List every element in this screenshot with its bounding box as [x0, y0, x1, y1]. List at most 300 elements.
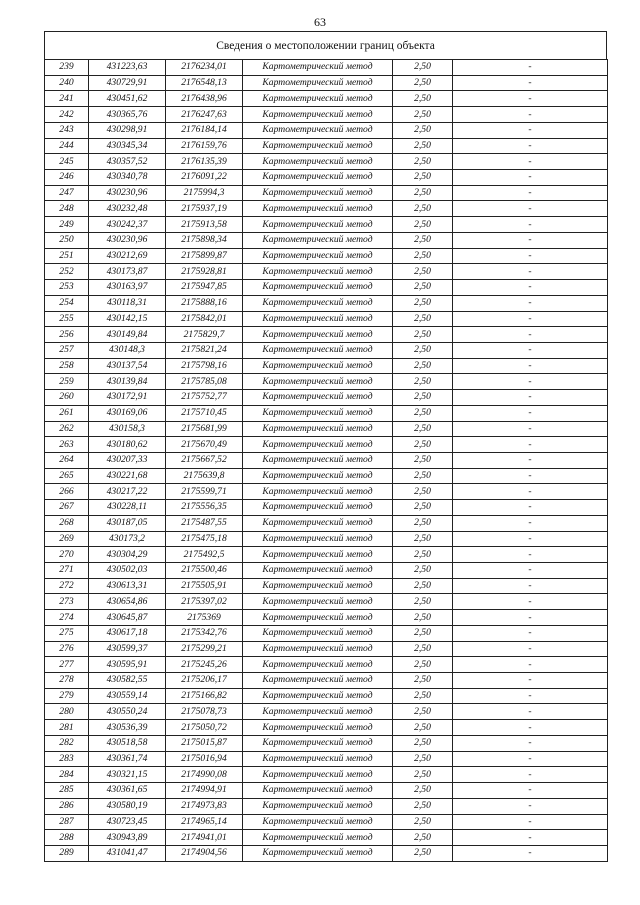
method-cell: Картометрический метод	[243, 704, 393, 720]
method-cell: Картометрический метод	[243, 594, 393, 610]
y-coordinate-cell: 2175710,45	[166, 405, 243, 421]
y-coordinate-cell: 2175166,82	[166, 688, 243, 704]
point-number-cell: 249	[45, 217, 89, 233]
table-row	[45, 845, 608, 861]
table-row	[45, 673, 608, 689]
point-number-cell: 245	[45, 154, 89, 170]
x-coordinate-cell: 430502,03	[89, 563, 166, 579]
method-cell: Картометрический метод	[243, 390, 393, 406]
accuracy-cell: 2,50	[393, 358, 453, 374]
y-coordinate-cell: 2175928,81	[166, 264, 243, 280]
x-coordinate-cell: 430582,55	[89, 673, 166, 689]
point-number-cell: 246	[45, 170, 89, 186]
table-row	[45, 280, 608, 296]
point-number-cell: 270	[45, 547, 89, 563]
description-cell: -	[453, 610, 608, 626]
method-cell: Картометрический метод	[243, 735, 393, 751]
accuracy-cell: 2,50	[393, 515, 453, 531]
x-coordinate-cell: 430148,3	[89, 342, 166, 358]
table-row	[45, 688, 608, 704]
method-cell: Картометрический метод	[243, 217, 393, 233]
point-number-cell: 242	[45, 107, 89, 123]
point-number-cell: 254	[45, 295, 89, 311]
y-coordinate-cell: 2176548,13	[166, 75, 243, 91]
description-cell: -	[453, 421, 608, 437]
y-coordinate-cell: 2175206,17	[166, 673, 243, 689]
method-cell: Картометрический метод	[243, 830, 393, 846]
description-cell: -	[453, 578, 608, 594]
y-coordinate-cell: 2175078,73	[166, 704, 243, 720]
x-coordinate-cell: 430232,48	[89, 201, 166, 217]
description-cell: -	[453, 138, 608, 154]
table-row	[45, 657, 608, 673]
method-cell: Картометрический метод	[243, 500, 393, 516]
description-cell: -	[453, 248, 608, 264]
description-cell: -	[453, 342, 608, 358]
method-cell: Картометрический метод	[243, 170, 393, 186]
accuracy-cell: 2,50	[393, 421, 453, 437]
table-row	[45, 767, 608, 783]
x-coordinate-cell: 430298,91	[89, 122, 166, 138]
x-coordinate-cell: 430613,31	[89, 578, 166, 594]
table-row	[45, 232, 608, 248]
y-coordinate-cell: 2175829,7	[166, 327, 243, 343]
table-row	[45, 311, 608, 327]
accuracy-cell: 2,50	[393, 625, 453, 641]
description-cell: -	[453, 845, 608, 861]
x-coordinate-cell: 430207,33	[89, 452, 166, 468]
point-number-cell: 257	[45, 342, 89, 358]
table-row	[45, 358, 608, 374]
point-number-cell: 285	[45, 783, 89, 799]
description-cell: -	[453, 767, 608, 783]
accuracy-cell: 2,50	[393, 201, 453, 217]
x-coordinate-cell: 430187,05	[89, 515, 166, 531]
x-coordinate-cell: 430617,18	[89, 625, 166, 641]
y-coordinate-cell: 2175487,55	[166, 515, 243, 531]
y-coordinate-cell: 2175842,01	[166, 311, 243, 327]
table-row	[45, 515, 608, 531]
description-cell: -	[453, 547, 608, 563]
method-cell: Картометрический метод	[243, 845, 393, 861]
description-cell: -	[453, 154, 608, 170]
method-cell: Картометрический метод	[243, 437, 393, 453]
point-number-cell: 276	[45, 641, 89, 657]
x-coordinate-cell: 430361,65	[89, 783, 166, 799]
description-cell: -	[453, 751, 608, 767]
method-cell: Картометрический метод	[243, 531, 393, 547]
accuracy-cell: 2,50	[393, 264, 453, 280]
point-number-cell: 279	[45, 688, 89, 704]
accuracy-cell: 2,50	[393, 437, 453, 453]
accuracy-cell: 2,50	[393, 798, 453, 814]
accuracy-cell: 2,50	[393, 342, 453, 358]
point-number-cell: 275	[45, 625, 89, 641]
y-coordinate-cell: 2175898,34	[166, 232, 243, 248]
y-coordinate-cell: 2174941,01	[166, 830, 243, 846]
accuracy-cell: 2,50	[393, 531, 453, 547]
description-cell: -	[453, 201, 608, 217]
description-cell: -	[453, 358, 608, 374]
point-number-cell: 281	[45, 720, 89, 736]
point-number-cell: 269	[45, 531, 89, 547]
y-coordinate-cell: 2175015,87	[166, 735, 243, 751]
method-cell: Картометрический метод	[243, 657, 393, 673]
method-cell: Картометрический метод	[243, 751, 393, 767]
y-coordinate-cell: 2175913,58	[166, 217, 243, 233]
point-number-cell: 287	[45, 814, 89, 830]
method-cell: Картометрический метод	[243, 641, 393, 657]
point-number-cell: 278	[45, 673, 89, 689]
accuracy-cell: 2,50	[393, 547, 453, 563]
coordinates-table-body	[45, 60, 608, 862]
point-number-cell: 286	[45, 798, 89, 814]
description-cell: -	[453, 91, 608, 107]
x-coordinate-cell: 430230,96	[89, 232, 166, 248]
method-cell: Картометрический метод	[243, 484, 393, 500]
x-coordinate-cell: 430599,37	[89, 641, 166, 657]
description-cell: -	[453, 625, 608, 641]
accuracy-cell: 2,50	[393, 578, 453, 594]
point-number-cell: 264	[45, 452, 89, 468]
point-number-cell: 280	[45, 704, 89, 720]
point-number-cell: 262	[45, 421, 89, 437]
accuracy-cell: 2,50	[393, 720, 453, 736]
y-coordinate-cell: 2175798,16	[166, 358, 243, 374]
x-coordinate-cell: 430118,31	[89, 295, 166, 311]
accuracy-cell: 2,50	[393, 107, 453, 123]
x-coordinate-cell: 430172,91	[89, 390, 166, 406]
accuracy-cell: 2,50	[393, 138, 453, 154]
y-coordinate-cell: 2175299,21	[166, 641, 243, 657]
table-row	[45, 484, 608, 500]
x-coordinate-cell: 430654,86	[89, 594, 166, 610]
x-coordinate-cell: 430365,76	[89, 107, 166, 123]
y-coordinate-cell: 2175667,52	[166, 452, 243, 468]
y-coordinate-cell: 2176091,22	[166, 170, 243, 186]
x-coordinate-cell: 430173,87	[89, 264, 166, 280]
x-coordinate-cell: 430163,97	[89, 280, 166, 296]
accuracy-cell: 2,50	[393, 390, 453, 406]
table-row	[45, 751, 608, 767]
description-cell: -	[453, 374, 608, 390]
accuracy-cell: 2,50	[393, 657, 453, 673]
table-row	[45, 201, 608, 217]
y-coordinate-cell: 2174973,83	[166, 798, 243, 814]
description-cell: -	[453, 405, 608, 421]
method-cell: Картометрический метод	[243, 232, 393, 248]
accuracy-cell: 2,50	[393, 295, 453, 311]
description-cell: -	[453, 327, 608, 343]
point-number-cell: 251	[45, 248, 89, 264]
point-number-cell: 265	[45, 468, 89, 484]
x-coordinate-cell: 430242,37	[89, 217, 166, 233]
method-cell: Картометрический метод	[243, 75, 393, 91]
table-row	[45, 107, 608, 123]
accuracy-cell: 2,50	[393, 830, 453, 846]
description-cell: -	[453, 75, 608, 91]
point-number-cell: 253	[45, 280, 89, 296]
point-number-cell: 274	[45, 610, 89, 626]
point-number-cell: 256	[45, 327, 89, 343]
x-coordinate-cell: 430340,78	[89, 170, 166, 186]
table-row	[45, 60, 608, 76]
x-coordinate-cell: 430580,19	[89, 798, 166, 814]
accuracy-cell: 2,50	[393, 280, 453, 296]
x-coordinate-cell: 430321,15	[89, 767, 166, 783]
table-row	[45, 91, 608, 107]
y-coordinate-cell: 2174994,91	[166, 783, 243, 799]
x-coordinate-cell: 430451,62	[89, 91, 166, 107]
table-row	[45, 578, 608, 594]
method-cell: Картометрический метод	[243, 515, 393, 531]
table-row	[45, 405, 608, 421]
y-coordinate-cell: 2175016,94	[166, 751, 243, 767]
table-row	[45, 720, 608, 736]
method-cell: Картометрический метод	[243, 358, 393, 374]
y-coordinate-cell: 2176135,39	[166, 154, 243, 170]
method-cell: Картометрический метод	[243, 783, 393, 799]
y-coordinate-cell: 2175752,77	[166, 390, 243, 406]
y-coordinate-cell: 2175342,76	[166, 625, 243, 641]
method-cell: Картометрический метод	[243, 185, 393, 201]
description-cell: -	[453, 720, 608, 736]
table-row	[45, 327, 608, 343]
table-row	[45, 154, 608, 170]
accuracy-cell: 2,50	[393, 311, 453, 327]
x-coordinate-cell: 430550,24	[89, 704, 166, 720]
table-row	[45, 610, 608, 626]
table-row	[45, 217, 608, 233]
description-cell: -	[453, 122, 608, 138]
point-number-cell: 289	[45, 845, 89, 861]
accuracy-cell: 2,50	[393, 60, 453, 76]
point-number-cell: 266	[45, 484, 89, 500]
point-number-cell: 260	[45, 390, 89, 406]
table-row	[45, 830, 608, 846]
table-row	[45, 735, 608, 751]
point-number-cell: 261	[45, 405, 89, 421]
description-cell: -	[453, 232, 608, 248]
description-cell: -	[453, 830, 608, 846]
accuracy-cell: 2,50	[393, 845, 453, 861]
y-coordinate-cell: 2175505,91	[166, 578, 243, 594]
y-coordinate-cell: 2176247,63	[166, 107, 243, 123]
table-row	[45, 625, 608, 641]
accuracy-cell: 2,50	[393, 75, 453, 91]
x-coordinate-cell: 430142,15	[89, 311, 166, 327]
accuracy-cell: 2,50	[393, 185, 453, 201]
accuracy-cell: 2,50	[393, 217, 453, 233]
point-number-cell: 240	[45, 75, 89, 91]
description-cell: -	[453, 515, 608, 531]
point-number-cell: 288	[45, 830, 89, 846]
accuracy-cell: 2,50	[393, 405, 453, 421]
y-coordinate-cell: 2174990,08	[166, 767, 243, 783]
point-number-cell: 282	[45, 735, 89, 751]
y-coordinate-cell: 2175245,26	[166, 657, 243, 673]
x-coordinate-cell: 430536,39	[89, 720, 166, 736]
table-row	[45, 814, 608, 830]
table-row	[45, 547, 608, 563]
method-cell: Картометрический метод	[243, 468, 393, 484]
description-cell: -	[453, 437, 608, 453]
point-number-cell: 284	[45, 767, 89, 783]
y-coordinate-cell: 2175475,18	[166, 531, 243, 547]
x-coordinate-cell: 430345,34	[89, 138, 166, 154]
method-cell: Картометрический метод	[243, 547, 393, 563]
y-coordinate-cell: 2176438,96	[166, 91, 243, 107]
point-number-cell: 272	[45, 578, 89, 594]
y-coordinate-cell: 2175994,3	[166, 185, 243, 201]
table-row	[45, 390, 608, 406]
x-coordinate-cell: 430158,3	[89, 421, 166, 437]
method-cell: Картометрический метод	[243, 673, 393, 689]
accuracy-cell: 2,50	[393, 452, 453, 468]
point-number-cell: 273	[45, 594, 89, 610]
y-coordinate-cell: 2176159,76	[166, 138, 243, 154]
x-coordinate-cell: 430304,29	[89, 547, 166, 563]
table-row	[45, 185, 608, 201]
accuracy-cell: 2,50	[393, 122, 453, 138]
description-cell: -	[453, 107, 608, 123]
point-number-cell: 277	[45, 657, 89, 673]
y-coordinate-cell: 2175639,8	[166, 468, 243, 484]
accuracy-cell: 2,50	[393, 374, 453, 390]
table-row	[45, 704, 608, 720]
point-number-cell: 255	[45, 311, 89, 327]
x-coordinate-cell: 430173,2	[89, 531, 166, 547]
x-coordinate-cell: 430228,11	[89, 500, 166, 516]
y-coordinate-cell: 2175899,87	[166, 248, 243, 264]
point-number-cell: 248	[45, 201, 89, 217]
method-cell: Картометрический метод	[243, 767, 393, 783]
description-cell: -	[453, 280, 608, 296]
y-coordinate-cell: 2175500,46	[166, 563, 243, 579]
description-cell: -	[453, 735, 608, 751]
method-cell: Картометрический метод	[243, 814, 393, 830]
table-row	[45, 500, 608, 516]
table-row	[45, 531, 608, 547]
accuracy-cell: 2,50	[393, 563, 453, 579]
description-cell: -	[453, 311, 608, 327]
description-cell: -	[453, 60, 608, 76]
y-coordinate-cell: 2175050,72	[166, 720, 243, 736]
table-row	[45, 170, 608, 186]
description-cell: -	[453, 688, 608, 704]
table-row	[45, 452, 608, 468]
method-cell: Картометрический метод	[243, 342, 393, 358]
method-cell: Картометрический метод	[243, 327, 393, 343]
table-row	[45, 594, 608, 610]
x-coordinate-cell: 430943,89	[89, 830, 166, 846]
description-cell: -	[453, 814, 608, 830]
description-cell: -	[453, 783, 608, 799]
table-row	[45, 641, 608, 657]
x-coordinate-cell: 430518,58	[89, 735, 166, 751]
table-row	[45, 798, 608, 814]
x-coordinate-cell: 430357,52	[89, 154, 166, 170]
description-cell: -	[453, 264, 608, 280]
table-row	[45, 75, 608, 91]
description-cell: -	[453, 563, 608, 579]
point-number-cell: 263	[45, 437, 89, 453]
point-number-cell: 244	[45, 138, 89, 154]
x-coordinate-cell: 430149,84	[89, 327, 166, 343]
accuracy-cell: 2,50	[393, 248, 453, 264]
method-cell: Картометрический метод	[243, 264, 393, 280]
method-cell: Картометрический метод	[243, 138, 393, 154]
table-caption: Сведения о местоположении границ объекта	[44, 31, 607, 60]
y-coordinate-cell: 2175492,5	[166, 547, 243, 563]
description-cell: -	[453, 484, 608, 500]
point-number-cell: 268	[45, 515, 89, 531]
x-coordinate-cell: 430595,91	[89, 657, 166, 673]
point-number-cell: 267	[45, 500, 89, 516]
description-cell: -	[453, 217, 608, 233]
x-coordinate-cell: 430221,68	[89, 468, 166, 484]
x-coordinate-cell: 431223,63	[89, 60, 166, 76]
method-cell: Картометрический метод	[243, 107, 393, 123]
method-cell: Картометрический метод	[243, 122, 393, 138]
table-row	[45, 437, 608, 453]
accuracy-cell: 2,50	[393, 594, 453, 610]
method-cell: Картометрический метод	[243, 578, 393, 594]
x-coordinate-cell: 431041,47	[89, 845, 166, 861]
y-coordinate-cell: 2174965,14	[166, 814, 243, 830]
method-cell: Картометрический метод	[243, 374, 393, 390]
point-number-cell: 259	[45, 374, 89, 390]
y-coordinate-cell: 2175670,49	[166, 437, 243, 453]
table-row	[45, 563, 608, 579]
method-cell: Картометрический метод	[243, 280, 393, 296]
table-row	[45, 138, 608, 154]
accuracy-cell: 2,50	[393, 814, 453, 830]
method-cell: Картометрический метод	[243, 405, 393, 421]
description-cell: -	[453, 594, 608, 610]
method-cell: Картометрический метод	[243, 452, 393, 468]
table-row	[45, 783, 608, 799]
x-coordinate-cell: 430230,96	[89, 185, 166, 201]
description-cell: -	[453, 704, 608, 720]
method-cell: Картометрический метод	[243, 563, 393, 579]
y-coordinate-cell: 2175369	[166, 610, 243, 626]
accuracy-cell: 2,50	[393, 735, 453, 751]
point-number-cell: 252	[45, 264, 89, 280]
table-row	[45, 264, 608, 280]
y-coordinate-cell: 2174904,56	[166, 845, 243, 861]
x-coordinate-cell: 430180,62	[89, 437, 166, 453]
table-row	[45, 295, 608, 311]
x-coordinate-cell: 430169,06	[89, 405, 166, 421]
method-cell: Картометрический метод	[243, 295, 393, 311]
description-cell: -	[453, 390, 608, 406]
accuracy-cell: 2,50	[393, 232, 453, 248]
accuracy-cell: 2,50	[393, 484, 453, 500]
point-number-cell: 239	[45, 60, 89, 76]
table-row	[45, 342, 608, 358]
table-row	[45, 248, 608, 264]
x-coordinate-cell: 430729,91	[89, 75, 166, 91]
y-coordinate-cell: 2175556,35	[166, 500, 243, 516]
method-cell: Картометрический метод	[243, 610, 393, 626]
y-coordinate-cell: 2175937,19	[166, 201, 243, 217]
accuracy-cell: 2,50	[393, 500, 453, 516]
x-coordinate-cell: 430139,84	[89, 374, 166, 390]
description-cell: -	[453, 295, 608, 311]
point-number-cell: 271	[45, 563, 89, 579]
accuracy-cell: 2,50	[393, 91, 453, 107]
